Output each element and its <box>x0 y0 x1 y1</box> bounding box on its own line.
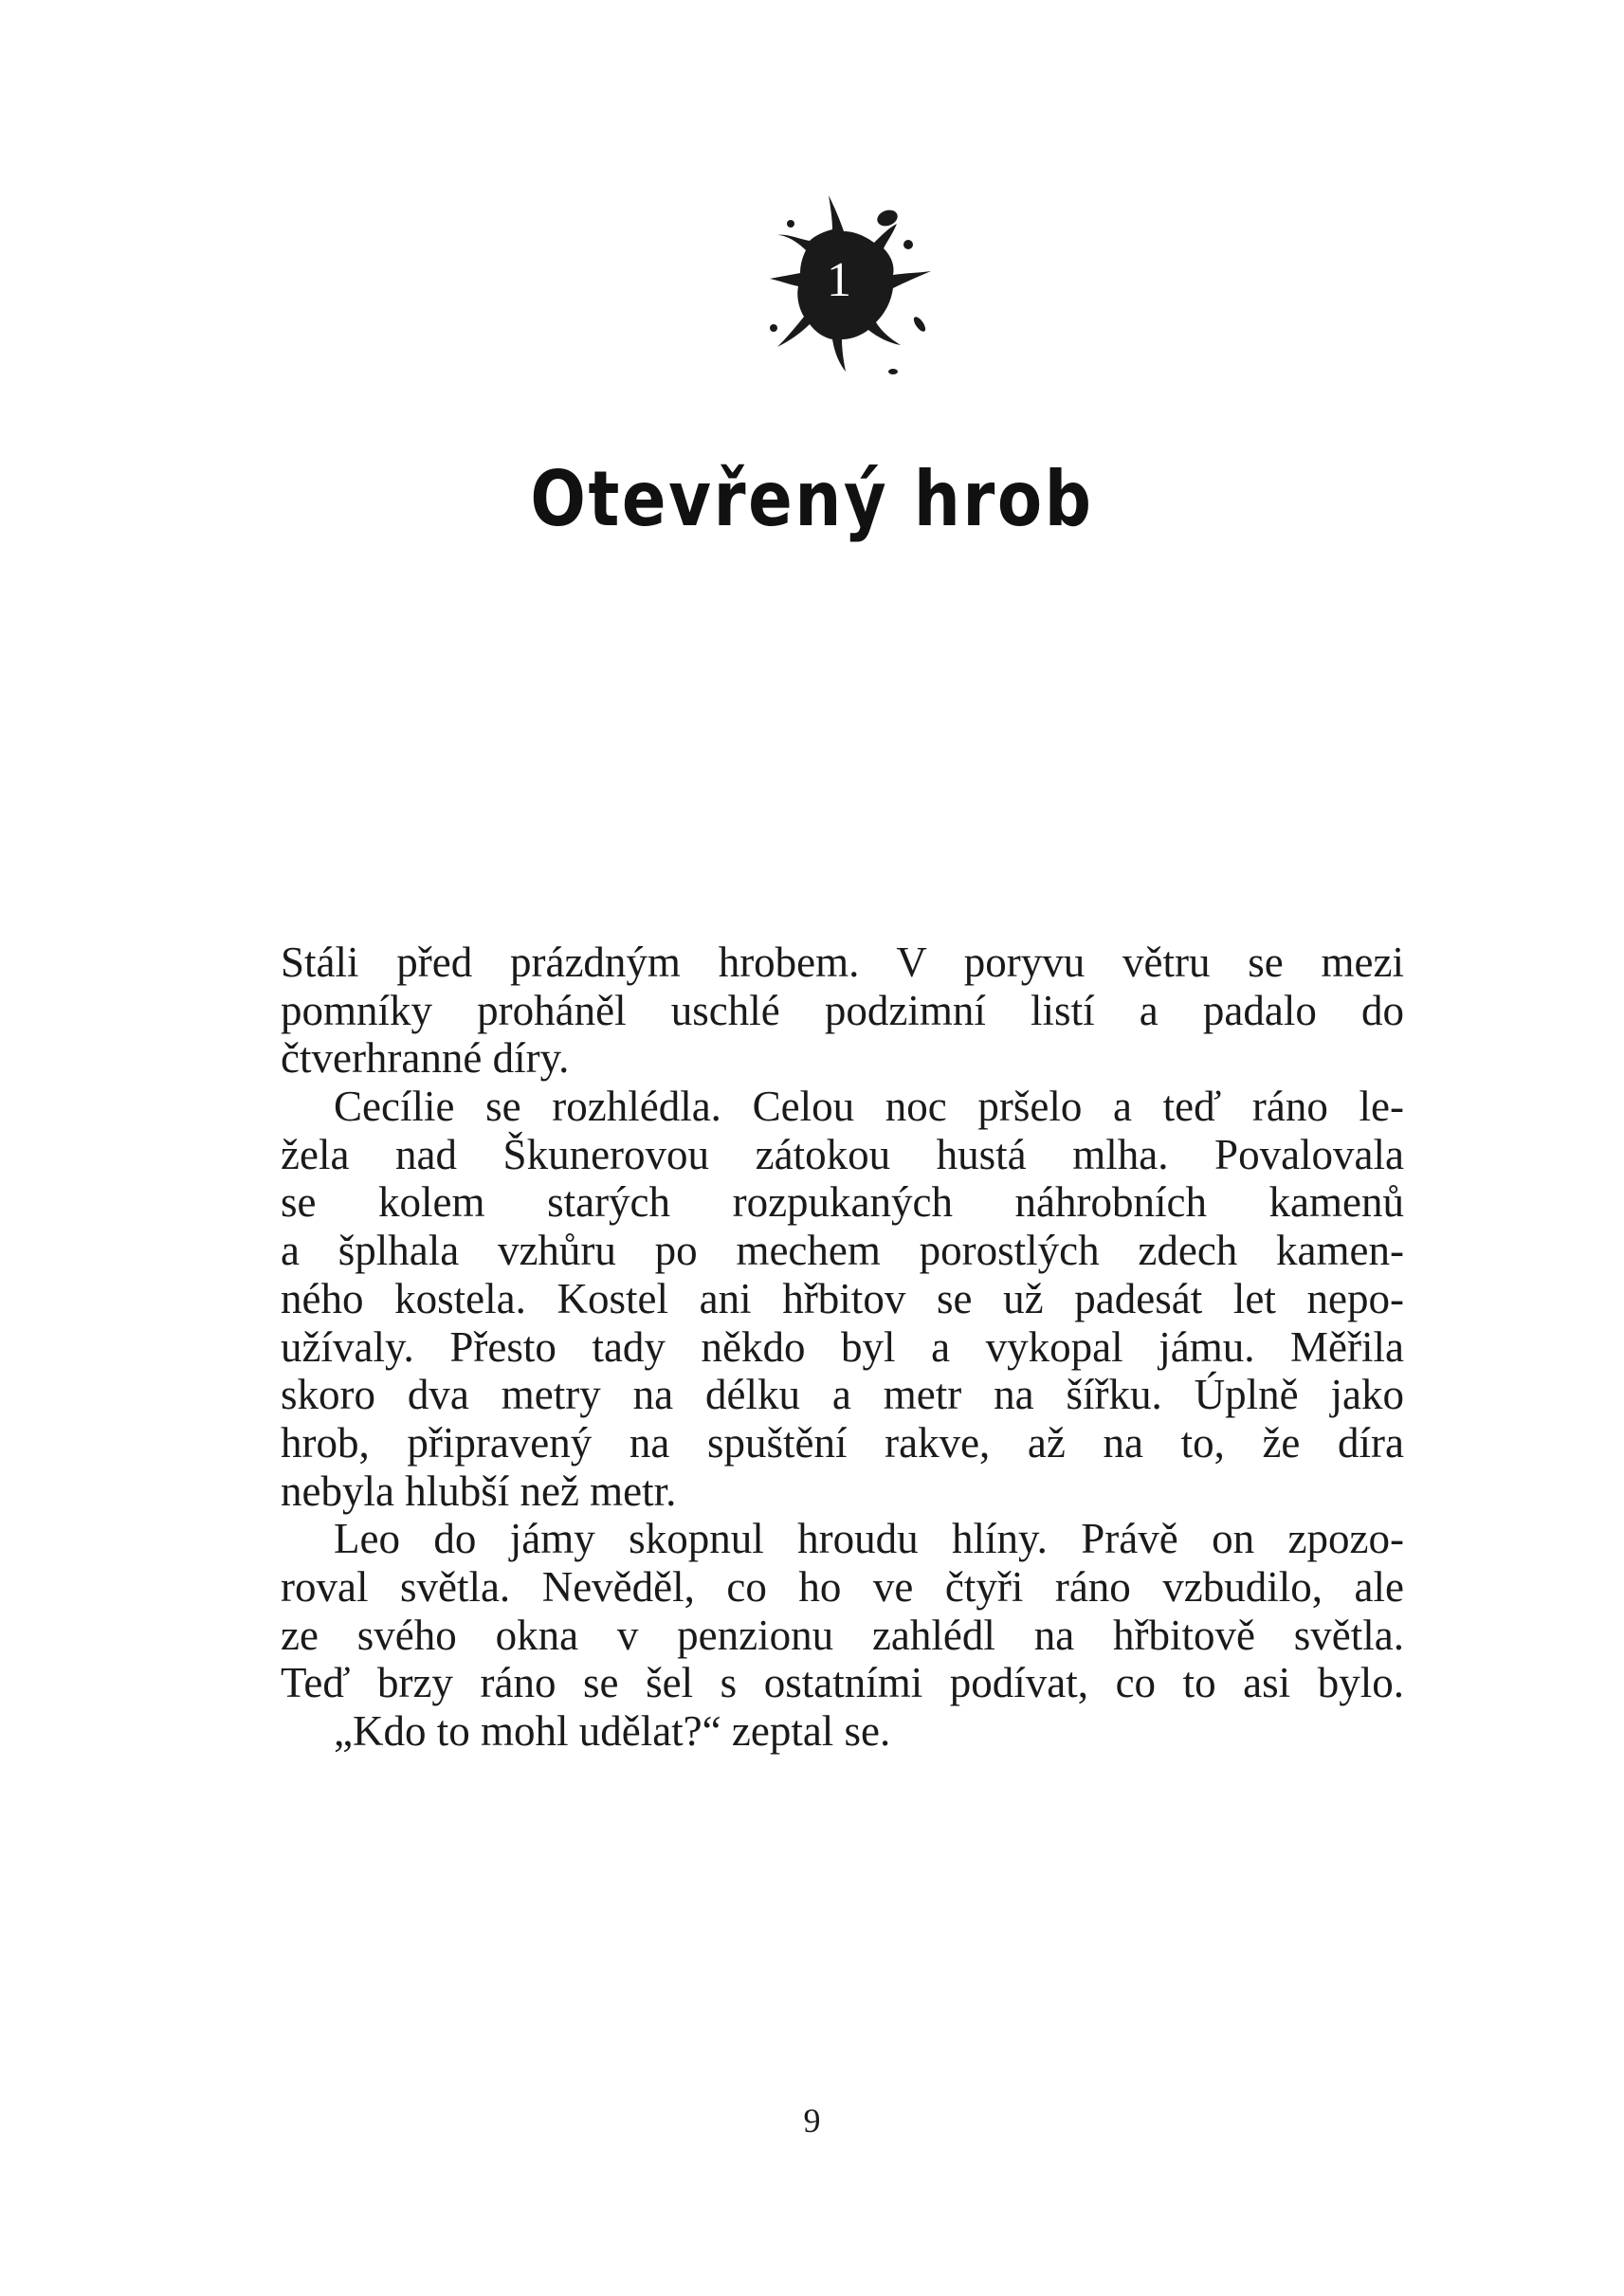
text-line: roval světla. Nevěděl, co ho ve čtyři ráno vzbudilo, ale <box>281 1562 1404 1611</box>
text-line: se kolem starých rozpukaných náhrobních kamenů <box>281 1178 1404 1227</box>
text-line: skoro dva metry na délku a metr na šířku. Úplně jako <box>281 1371 1404 1419</box>
text-line: Teď brzy ráno se šel s ostatními podívat, co to asi bylo. <box>281 1659 1404 1707</box>
text-line: čtverhranné díry. <box>281 1034 570 1083</box>
text-line: „Kdo to mohl udělat?“ zeptal se. <box>334 1707 891 1755</box>
text-line: Stáli před prázdným hrobem. V poryvu větru se mezi <box>281 938 1404 986</box>
chapter-number: 1 <box>827 253 851 307</box>
text-line: nebyla hlubší než metr. <box>281 1467 677 1515</box>
text-line: a šplhala vzhůru po mechem porostlých zdech kamen- <box>281 1227 1404 1275</box>
text-line: užívaly. Přesto tady někdo byl a vykopal jámu. Měřila <box>281 1322 1404 1371</box>
text-line: žela nad Škunerovou zátokou hustá mlha. Povalovala <box>281 1130 1404 1178</box>
page-number: 9 <box>803 2102 821 2140</box>
chapter-body <box>281 938 1404 1756</box>
chapter-title: Otevřený hrob <box>530 455 1094 543</box>
text-line: ze svého okna v penzionu zahlédl na hřbitově světla. <box>281 1611 1404 1659</box>
text-line: Cecílie se rozhlédla. Celou noc pršelo a teď ráno le- <box>334 1083 1404 1131</box>
text-line: pomníky proháněl uschlé podzimní listí a padalo do <box>281 986 1404 1034</box>
text-line: Leo do jámy skopnul hroudu hlíny. Právě on zpozo- <box>334 1515 1404 1563</box>
text-line: hrob, připravený na spuštění rakve, až na to, že díra <box>281 1418 1404 1467</box>
text-line: ného kostela. Kostel ani hřbitov se už padesát let nepo- <box>281 1274 1404 1322</box>
